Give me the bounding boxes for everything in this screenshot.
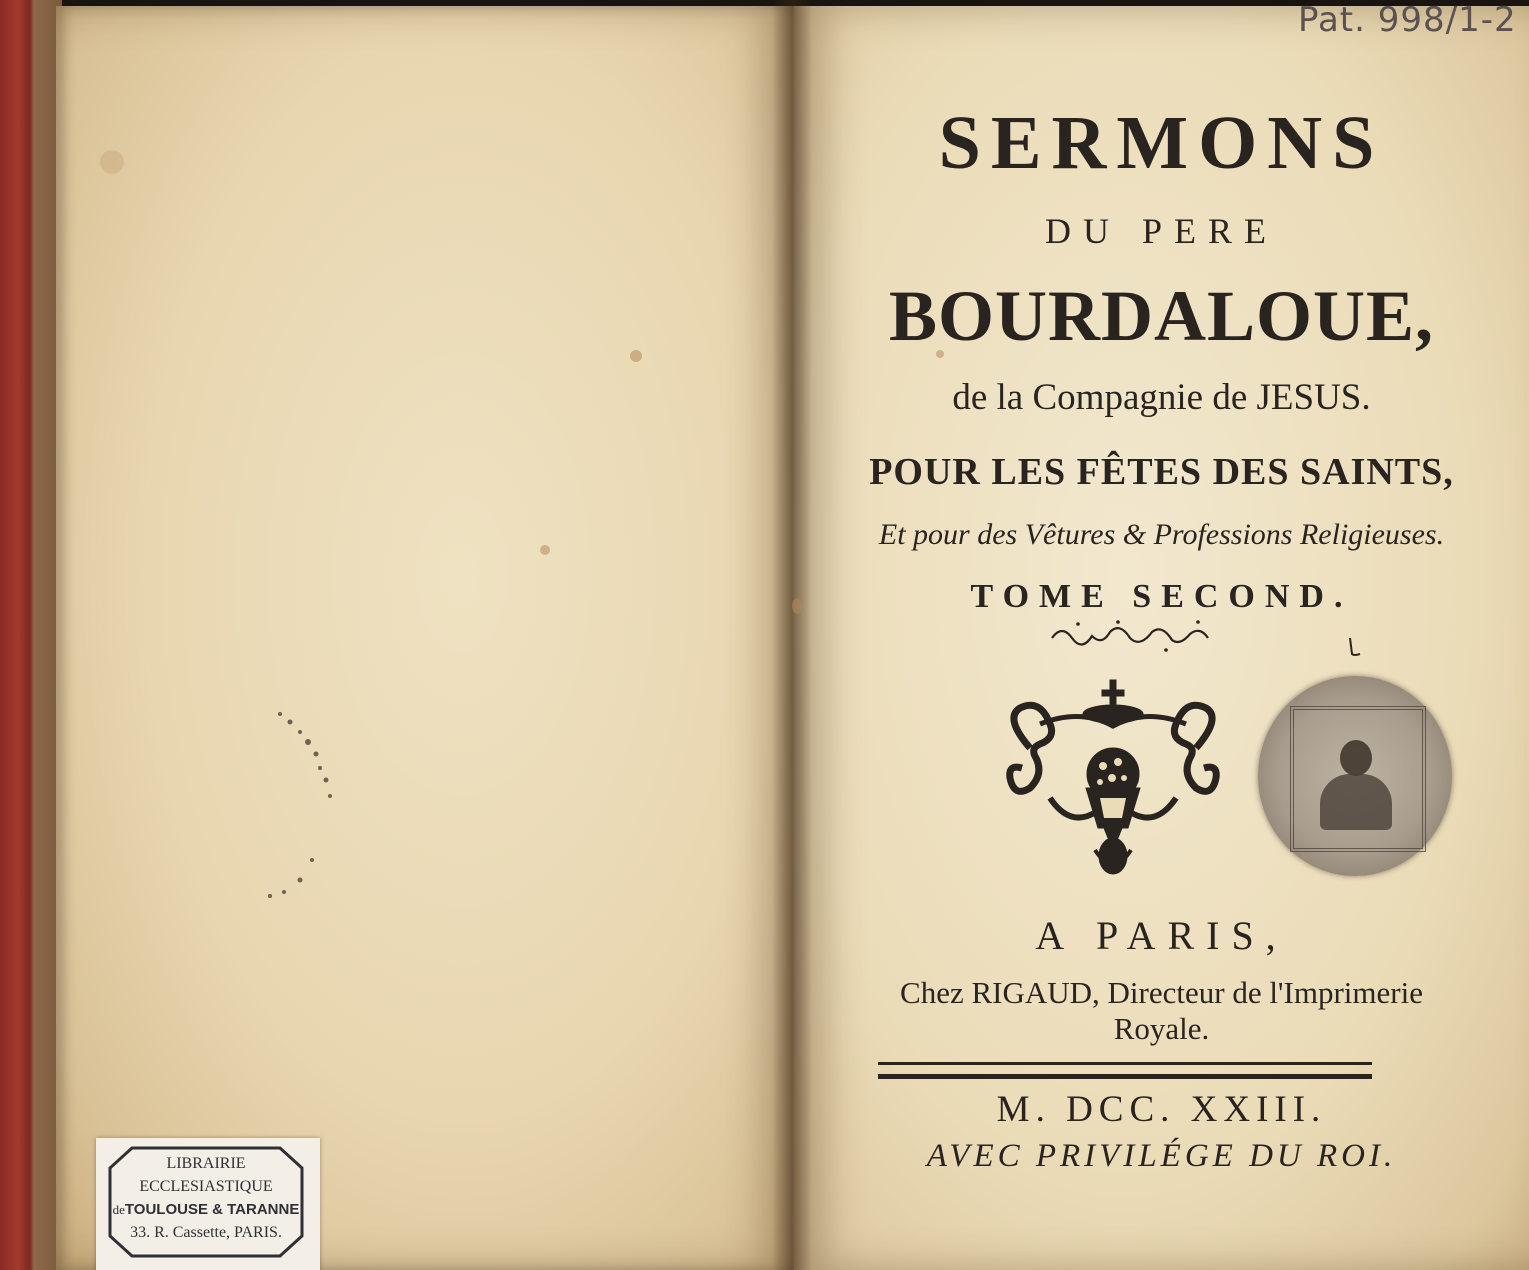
foxing-spot (630, 350, 642, 362)
author-affiliation: de la Compagnie de JESUS. (952, 377, 1371, 418)
imprint-printer (794, 975, 1529, 1047)
label-prefix: de (112, 1202, 125, 1217)
title-line-du-pere: DU PERE (1044, 211, 1278, 251)
shelfmark: Pat. 998/1-2 (1298, 0, 1517, 40)
bookseller-label (96, 1138, 320, 1270)
book-binding-spine (0, 0, 62, 1270)
label-line-names (108, 1198, 304, 1221)
ink-bleed-marks (200, 710, 350, 910)
bookseller-label-text (108, 1152, 304, 1244)
seal-portrait-head (1340, 740, 1372, 776)
library-seal-stamp (1258, 676, 1452, 876)
author-name: BOURDALOUE, (888, 276, 1435, 356)
seal-portrait-body (1320, 774, 1392, 830)
double-rule-bottom (878, 1074, 1372, 1079)
double-rule-top (878, 1062, 1372, 1065)
label-line-address: 33. R. Cassette, PARIS. (130, 1224, 282, 1241)
manuscript-inscription (1048, 616, 1218, 656)
book-gutter (772, 0, 812, 1270)
imprint-printer-line1: Chez RIGAUD, Directeur de l'Imprimerie (900, 975, 1423, 1010)
manuscript-mark (1344, 636, 1364, 660)
label-booksellers: TOULOUSE & TARANNE (124, 1201, 300, 1218)
foxing-spot (540, 545, 550, 555)
imprint-place: A PARIS, (1035, 913, 1288, 958)
imprint-printer-line2: Royale. (1113, 1011, 1210, 1046)
subject-line: POUR LES FÊTES DES SAINTS, (869, 451, 1454, 493)
royal-privilege: AVEC PRIVILÉGE DU ROI. (926, 1138, 1397, 1174)
title: SERMONS (938, 101, 1385, 185)
printers-ornament (1000, 678, 1226, 878)
volume-label: TOME SECOND. (970, 578, 1353, 615)
imprint-date: M. DCC. XXIII. (996, 1089, 1327, 1130)
label-line-librairie: LIBRAIRIE (166, 1155, 246, 1172)
subject-italic-line: Et pour des Vêtures & Professions Religieuses. (878, 518, 1445, 551)
left-endpaper (56, 6, 794, 1270)
label-line-ecclesiastique: ECCLESIASTIQUE (139, 1178, 273, 1195)
foxing-spot (100, 150, 124, 174)
